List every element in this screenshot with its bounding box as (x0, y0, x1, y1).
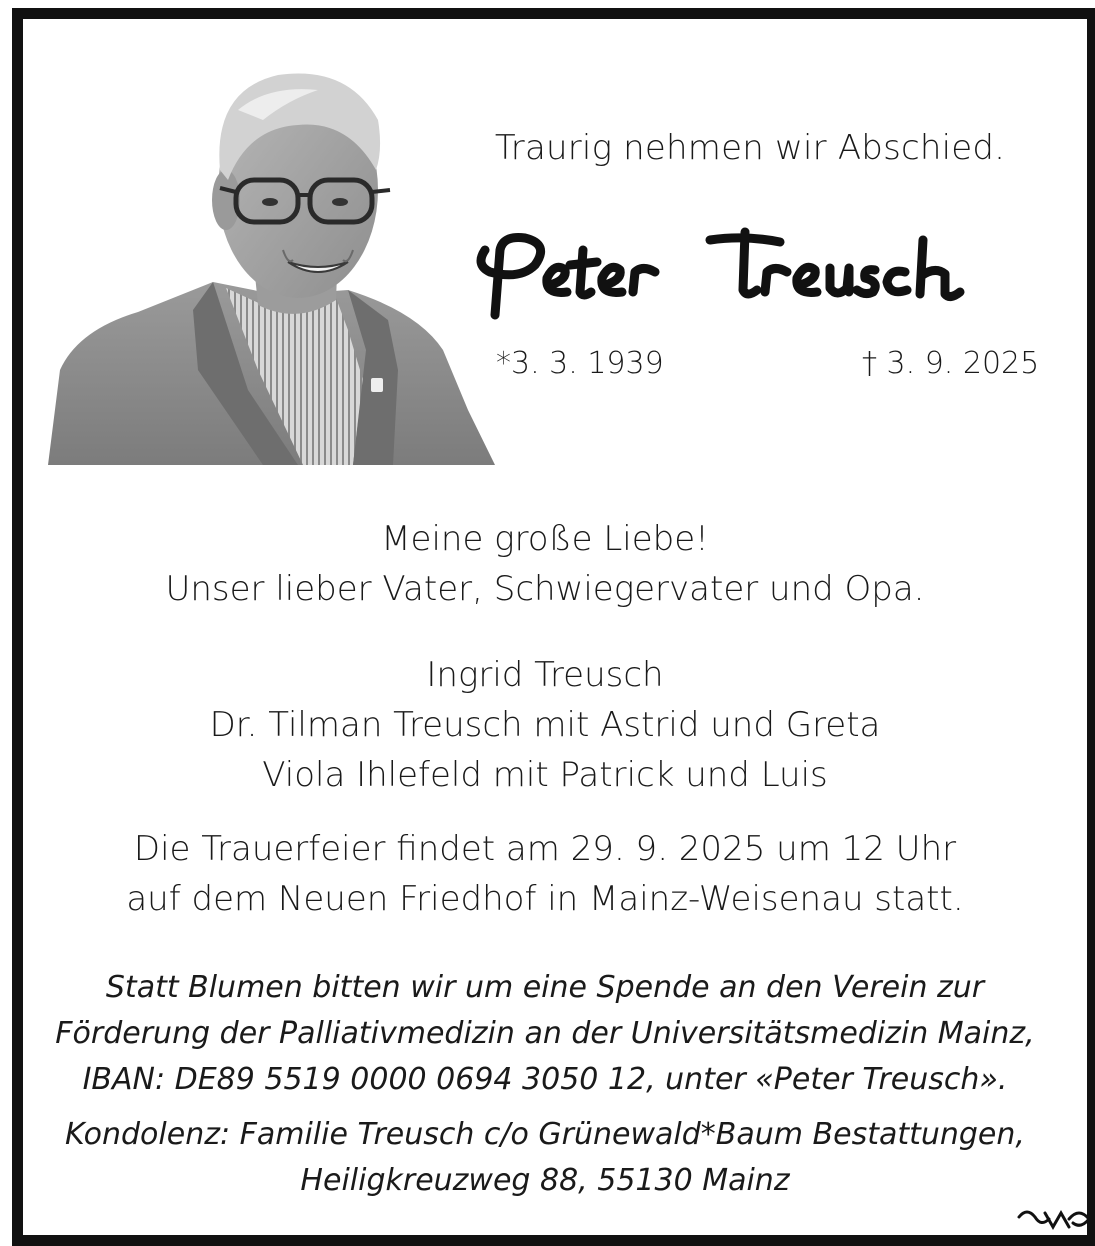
condolence-line: Kondolenz: Familie Treusch c/o Grünewald*Baum Bestattungen, (65, 1117, 1025, 1152)
portrait-photo (48, 50, 495, 465)
service-line: Die Trauerfeier findet am 29. 9. 2025 um 12 Uhr (133, 829, 957, 869)
love-line: Unser lieber Vater, Schwiegervater und Opa. (165, 569, 925, 609)
family-member: Ingrid Treusch (426, 655, 664, 695)
love-line: Meine große Liebe! (381, 519, 709, 559)
service-line: auf dem Neuen Friedhof in Mainz-Weisenau statt. (126, 879, 964, 919)
publisher-ornament-icon (1015, 1205, 1093, 1235)
donation-line: IBAN: DE89 5519 0000 0694 3050 12, unter «Peter Treusch». (82, 1062, 1008, 1097)
signature-name-handwritten (455, 210, 1055, 330)
farewell-line: Traurig nehmen wir Abschied. (494, 128, 1006, 168)
donation-line: Statt Blumen bitten wir um eine Spende an den Verein zur (105, 970, 985, 1005)
family-member: Dr. Tilman Treusch mit Astrid und Greta (209, 705, 881, 745)
family-list (30, 650, 1060, 800)
condolence-line: Heiligkreuzweg 88, 55130 Mainz (300, 1163, 790, 1198)
donation-line: Förderung der Palliativmedizin an der Universitätsmedizin Mainz, (55, 1016, 1035, 1051)
death-date: † 3. 9. 2025 (862, 346, 1040, 381)
donation-request (30, 965, 1060, 1103)
love-message (30, 514, 1060, 614)
family-member: Viola Ihlefeld mit Patrick und Luis (262, 755, 828, 795)
funeral-service-info (30, 824, 1060, 924)
birth-date: *3. 3. 1939 (496, 346, 664, 381)
condolence-address (30, 1112, 1060, 1204)
